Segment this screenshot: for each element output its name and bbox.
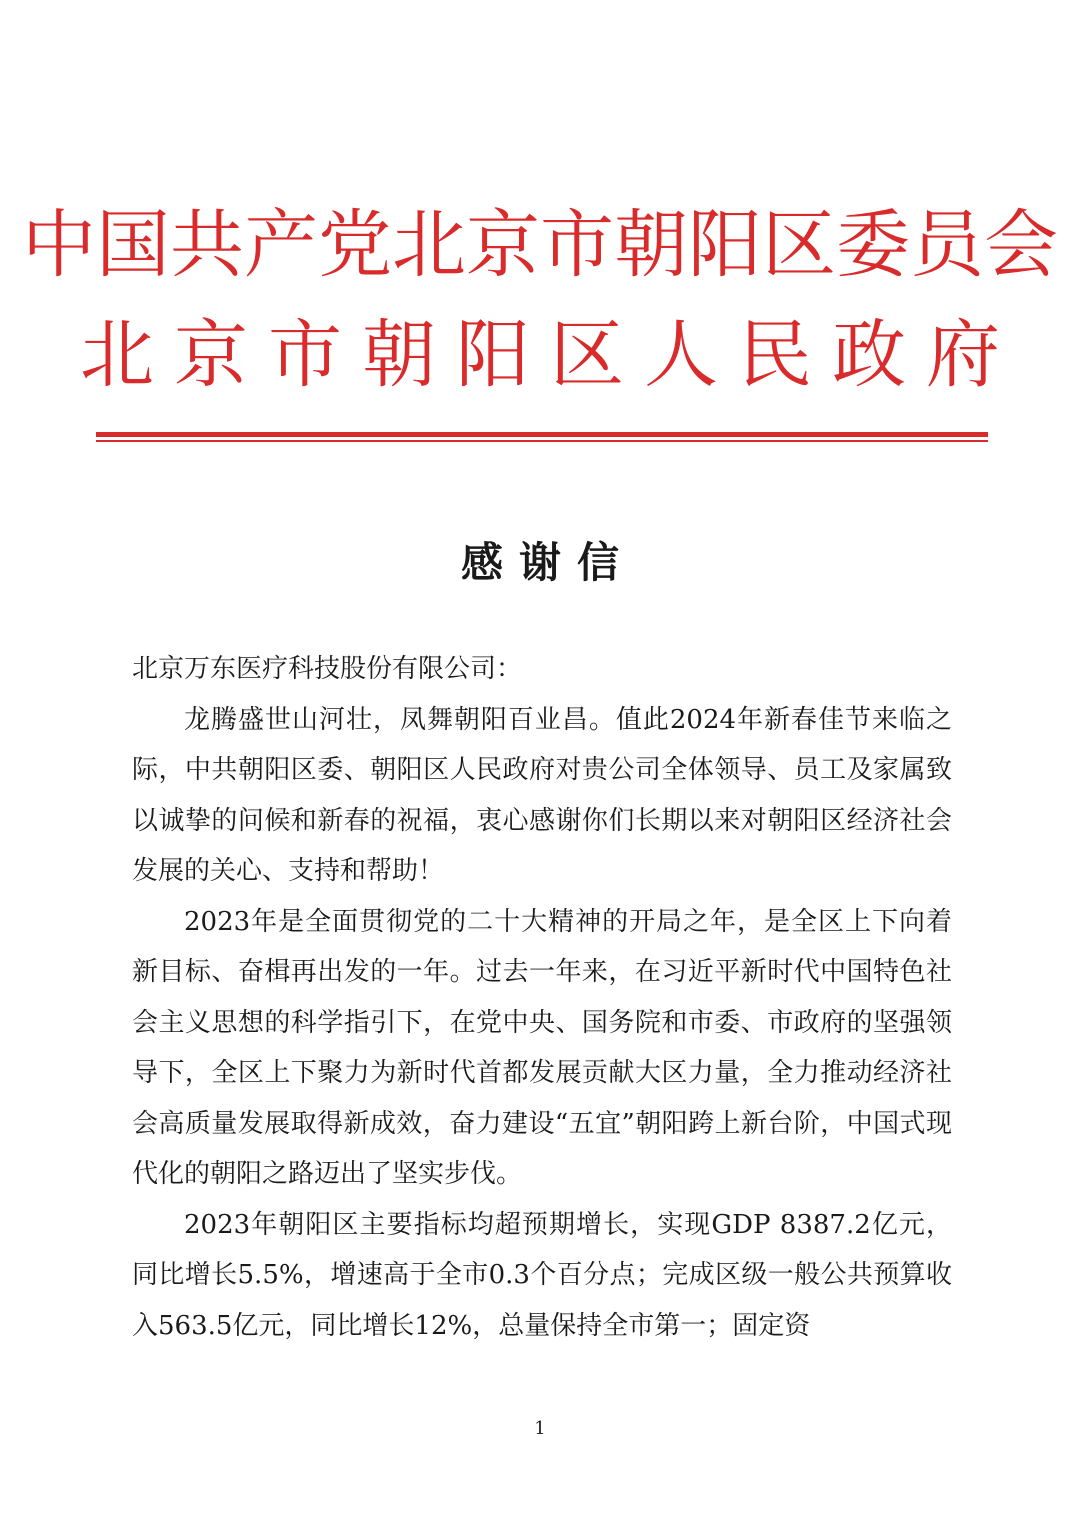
document-title: 感谢信 bbox=[460, 538, 635, 587]
issuer-line-government: 北京市朝阳区人民政府 bbox=[80, 312, 1020, 398]
header-red-rule bbox=[96, 432, 988, 437]
paragraph-2023-review: 2023年是全面贯彻党的二十大精神的开局之年，是全区上下向着新目标、奋楫再出发的一年。过去一年来，在习近平新时代中国特色社会主义思想的科学指引下，在党中央、国务院和市委、市政府的坚强领导下，全区上下聚力为新时代首都发展贡献大区力量，全力推动经济社会高质量发展取得新成效，奋力建设“五宜”朝阳跨上新台阶，中国式现代化的朝阳之路迈出了坚实步伐。 bbox=[132, 906, 952, 1189]
letter-body bbox=[132, 644, 952, 1351]
paragraph-greeting: 龙腾盛世山河壮，凤舞朝阳百业昌。值此2024年新春佳节来临之际，中共朝阳区委、朝阳区人民政府对贵公司全体领导、员工及家属致以诚挚的问候和新春的祝福，衷心感谢你们长期以来对朝阳区经济社会发展的关心、支持和帮助！ bbox=[132, 704, 952, 886]
paragraph-2023-indicators: 2023年朝阳区主要指标均超预期增长，实现GDP 8387.2亿元，同比增长5.5%，增速高于全市0.3个百分点；完成区级一般公共预算收入563.5亿元，同比增长12%，总量保持全市第一；固定资 bbox=[132, 1209, 952, 1341]
issuer-line-party-committee: 中国共产党北京市朝阳区委员会 bbox=[22, 202, 1058, 288]
header-red-rule-thin bbox=[96, 440, 988, 442]
page-number: 1 bbox=[534, 1418, 546, 1439]
salutation: 北京万东医疗科技股份有限公司： bbox=[132, 654, 523, 684]
